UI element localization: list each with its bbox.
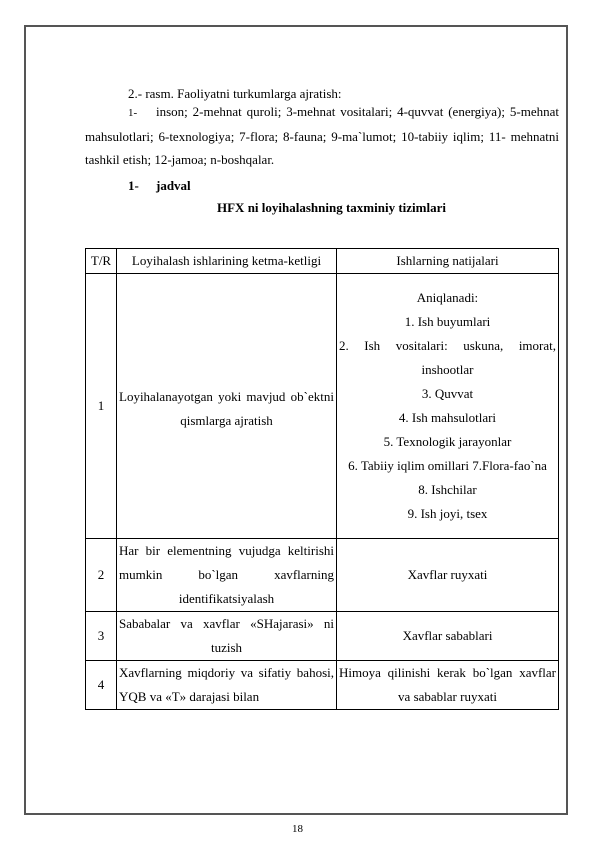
legend-text: inson; 2-mehnat quroli; 3-mehnat vositalari; 4-quvvat (energiya); 5-mehnat mahsulotlari; 6-texnologiya; 7-flora; 8-fauna; 9-ma`lumot; 10-tabiiy iqlim; 11- mehnatni tashkil etish; 12-jamoa; n-boshqalar. <box>85 104 559 167</box>
table-label-text: jadval <box>156 178 191 193</box>
header-results: Ishlarning natijalari <box>337 249 559 274</box>
table-row <box>86 539 559 612</box>
table-row <box>86 274 559 539</box>
legend-number: 1- <box>128 107 138 119</box>
result-item: 2. Ish vositalari: uskuna, imorat, inshootlar <box>339 338 556 377</box>
result-item: 9. Ish joyi, tsex <box>407 506 488 521</box>
figure-legend <box>85 100 559 171</box>
row-result: Xavflar ruyxati <box>337 539 559 612</box>
result-item: 4. Ish mahsulotlari <box>398 410 497 425</box>
header-tr: T/R <box>86 249 117 274</box>
table-label <box>128 174 191 197</box>
row-result: Himoya qilinishi kerak bo`lgan xavflar va sabablar ruyxati <box>337 661 559 710</box>
row-result: Xavflar sabablari <box>337 612 559 661</box>
table-header-row <box>86 249 559 274</box>
row-step: Sababalar va xavflar «SHajarasi» ni tuzish <box>117 612 337 661</box>
table-row <box>86 612 559 661</box>
row-number: 4 <box>86 661 117 710</box>
figure-caption: 2.- rasm. Faoliyatni turkumlarga ajratish: <box>128 86 342 101</box>
systems-table <box>85 248 559 710</box>
row-result <box>337 274 559 539</box>
result-item: 3. Quvvat <box>421 386 474 401</box>
page-number: 18 <box>292 823 303 835</box>
result-item: 5. Texnologik jarayonlar <box>383 434 512 449</box>
row-step: Xavflarning miqdoriy va sifatiy bahosi, YQB va «T» darajasi bilan <box>117 661 337 710</box>
row-number: 2 <box>86 539 117 612</box>
row-step: Loyihalanayotgan yoki mavjud ob`ektni qismlarga ajratish <box>117 274 337 539</box>
row-number: 1 <box>86 274 117 539</box>
result-item: 6. Tabiiy iqlim omillari 7.Flora-fao`na <box>348 458 547 473</box>
table-row <box>86 661 559 710</box>
table-label-number: 1- <box>128 178 139 193</box>
result-item: 1. Ish buyumlari <box>404 314 491 329</box>
result-item: 8. Ishchilar <box>418 482 477 497</box>
row-number: 3 <box>86 612 117 661</box>
table-title: HFX ni loyihalashning taxminiy tizimlari <box>217 200 446 215</box>
header-sequence: Loyihalash ishlarining ketma-ketligi <box>117 249 337 274</box>
row-step: Har bir elementning vujudga keltirishi mumkin bo`lgan xavflarning identifikatsiyalash <box>117 539 337 612</box>
result-intro: Aniqlanadi: <box>416 290 479 305</box>
